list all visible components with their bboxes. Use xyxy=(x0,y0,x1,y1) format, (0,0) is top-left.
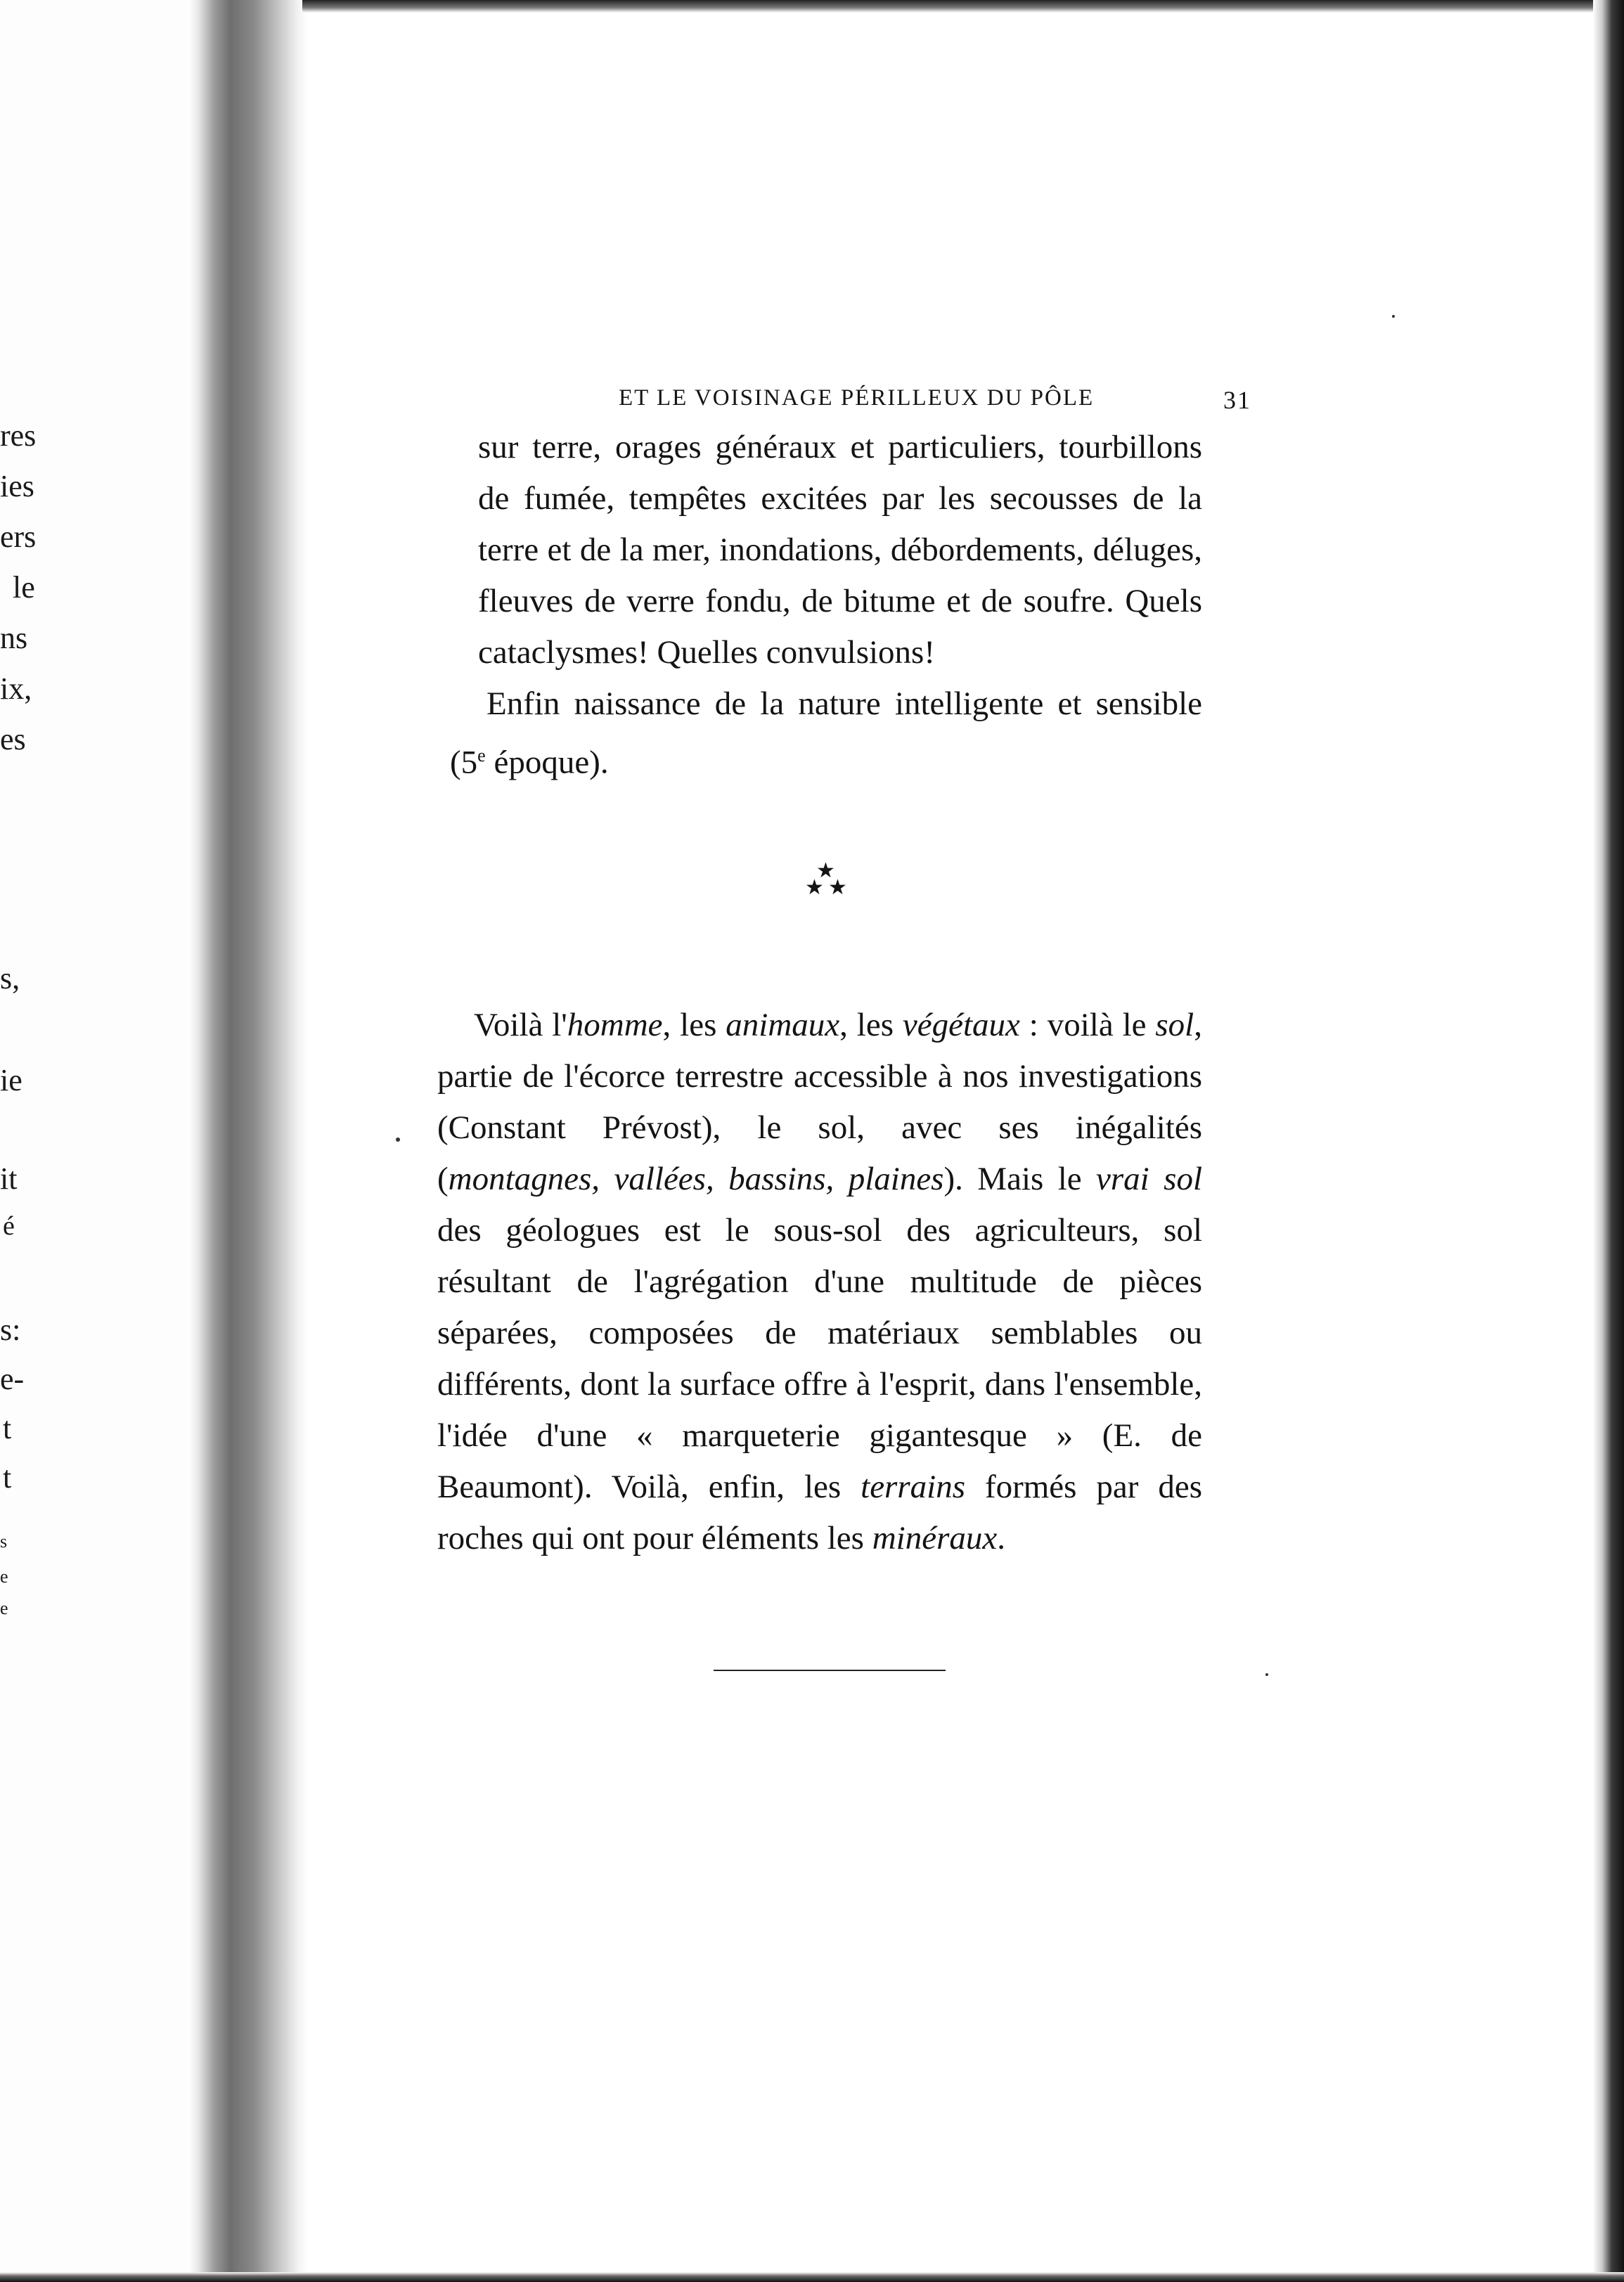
italic-term: montagnes, vallées, bassins, plaines xyxy=(448,1160,944,1197)
body-text xyxy=(437,422,1202,1564)
paragraph-text: ). Mais le xyxy=(943,1160,1097,1197)
italic-term: sol xyxy=(1155,1006,1194,1043)
italic-term: terrains xyxy=(861,1468,965,1505)
italic-term: vrai sol xyxy=(1096,1160,1202,1197)
left-line-fragment: ies xyxy=(0,469,34,503)
scan-right-edge xyxy=(1593,0,1624,2282)
closing-rule xyxy=(714,1670,946,1671)
paragraph-text: formés par des roches qui ont pour éléments les xyxy=(437,1468,1202,1556)
left-line-fragment: s, xyxy=(0,961,20,995)
italic-term: animaux xyxy=(726,1006,840,1043)
left-line-fragment: e- xyxy=(0,1362,25,1396)
left-line-fragment: res xyxy=(0,418,37,453)
paragraph-text: , partie de l'écorce terrestre accessible à nos investigations (Constant Prévost), le sol, avec ses inégalités ( xyxy=(437,1006,1202,1197)
running-head-title: ET LE VOISINAGE PÉRILLEUX DU PÔLE xyxy=(619,385,1095,411)
left-page-fragments xyxy=(0,0,211,2282)
book-page xyxy=(437,380,1251,1564)
paragraph-enfin xyxy=(450,678,1202,789)
paragraph-text: Enfin naissance de la nature intelligente et sensible (5 xyxy=(450,685,1202,781)
scan-speck xyxy=(1392,315,1395,318)
paragraph-voila xyxy=(437,1000,1202,1564)
page-number: 31 xyxy=(1223,386,1251,414)
book-gutter-shadow xyxy=(188,0,308,2282)
left-line-fragment: t xyxy=(3,1411,12,1445)
left-line-fragment: ie xyxy=(0,1063,22,1097)
paragraph-text: , les xyxy=(839,1006,903,1043)
asterism-star: ★ xyxy=(805,875,824,899)
scan-speck xyxy=(396,1137,400,1142)
left-facing-page xyxy=(0,0,211,2282)
scan-bottom-edge xyxy=(0,2272,1624,2282)
asterism-star: ★ xyxy=(816,858,835,882)
italic-term: minéraux xyxy=(872,1519,998,1556)
left-line-fragment: e xyxy=(0,1598,8,1618)
italic-term: homme xyxy=(567,1006,663,1043)
left-line-fragment: s: xyxy=(0,1313,21,1347)
italic-term: végétaux xyxy=(902,1006,1020,1043)
asterism-star: ★ xyxy=(828,875,847,899)
paragraph-text: sur terre, orages généraux et particuliers, tourbillons de fumée, tempêtes excitées par les secousses de la terre et de la mer, inondations, débordements, déluges, fleuves de verre fondu, de bitume et de soufre. Quels cataclysmes! Quelles convulsions! xyxy=(478,429,1202,671)
left-line-fragment: s xyxy=(0,1531,8,1552)
left-line-fragment: es xyxy=(0,722,26,756)
left-line-fragment: ers xyxy=(0,520,37,554)
paragraph-text: . xyxy=(997,1519,1005,1556)
paragraph-continuation xyxy=(478,422,1202,678)
left-line-fragment: e xyxy=(0,1566,8,1587)
paragraph-text: des géologues est le sous-sol des agriculteurs, sol résultant de l'agrégation d'une multitude de pièces séparées, composées de matériaux semblables ou différents, dont la surface offre à l'esprit, dans l'ensemble, l'idée d'une « marqueterie gigantesque » (E. de Beaumont). Voilà, enfin, les xyxy=(437,1211,1202,1505)
paragraph-text: : voilà le xyxy=(1019,1006,1156,1043)
paragraph-text: Voilà l' xyxy=(474,1006,567,1043)
paragraph-text: époque). xyxy=(485,744,609,781)
superscript: e xyxy=(477,745,486,766)
running-head xyxy=(478,380,1251,415)
left-line-fragment: le xyxy=(13,570,35,605)
left-line-fragment: t xyxy=(3,1460,12,1495)
left-line-fragment: é xyxy=(3,1211,15,1241)
left-line-fragment: ns xyxy=(0,621,28,655)
scan-speck xyxy=(1265,1673,1268,1676)
left-line-fragment: it xyxy=(0,1161,18,1196)
left-line-fragment: ix, xyxy=(0,671,32,706)
asterism xyxy=(450,789,1202,1000)
paragraph-text: , les xyxy=(662,1006,726,1043)
scan-top-edge xyxy=(302,0,1624,13)
